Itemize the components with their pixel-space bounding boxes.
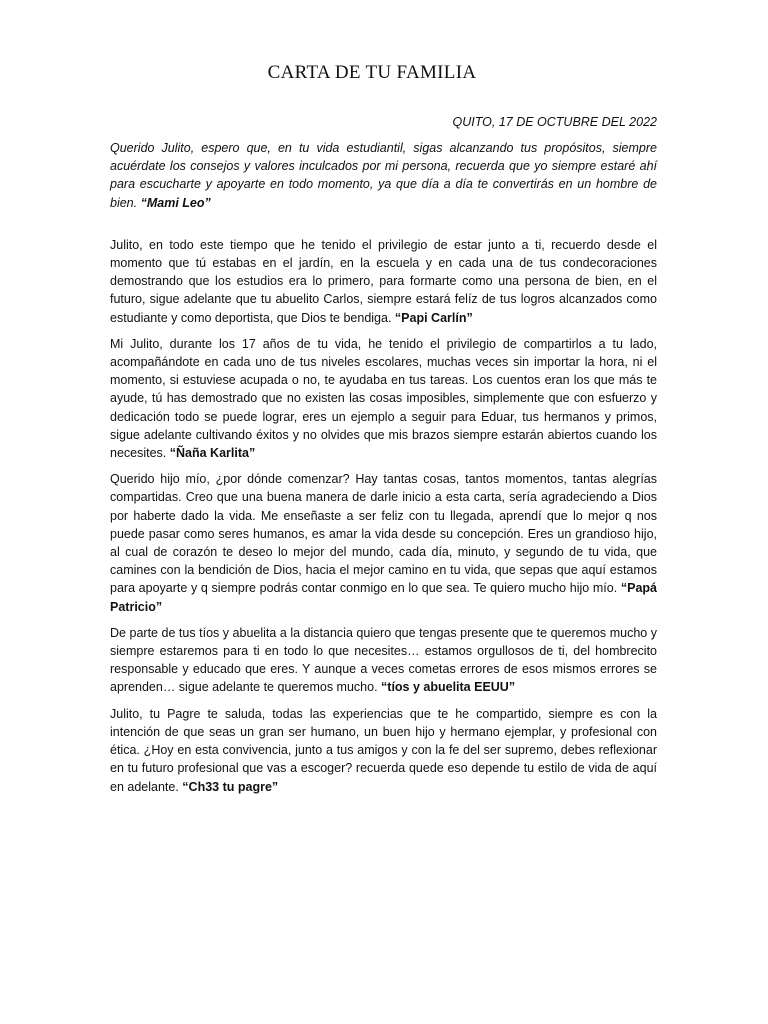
paragraph-text: Mi Julito, durante los 17 años de tu vida, he tenido el privilegio de compartirlos a tu lado, acompañándote en cada uno de tus niveles escolares, muchas veces sin importar la hora, ni el momento, si estuviese acupada o no, te ayudaba en tus tareas. Los cuentos eran los que más te ayude, tú has demostrado que no existen las cosas imposibles, simplemente que con esfuerzo y dedicación todo se puede lograr, eres un ejemplo a seguir para Eduar, tus hermanos y primos, sigue adelante cultivando éxitos y no olvides que mis brazos siempre estarán abiertos cuando los necesites. — [110, 336, 657, 461]
paragraph-text: Querido Julito, espero que, en tu vida estudiantil, sigas alcanzando tus propósitos, siempre acuérdate los consejos y valores inculcados por mi persona, recuerda que yo siempre estaré ahí para escucharte y apoyarte en todo momento, ya que día a día te convertirás en un hombre de bien. — [110, 141, 657, 210]
paragraph-signature: “tíos y abuelita EEUU” — [381, 680, 516, 695]
paragraph-signature: “Papá Patricio” — [110, 581, 657, 614]
letter-paragraph — [110, 705, 657, 796]
letter-paragraph — [110, 139, 657, 212]
paragraph-text: De parte de tus tíos y abuelita a la distancia quiero que tengas presente que te queremos mucho y siempre estaremos para ti en todo lo que necesites… estamos orgullosos de ti, del hombrecito responsable y educado que eres. Y aunque a veces cometas errores de esos mismos errores se aprenden… sigue adelante te queremos mucho. — [110, 625, 657, 695]
letter-paragraph — [110, 470, 657, 616]
paragraph-text: Querido hijo mío, ¿por dónde comenzar? Hay tantas cosas, tantos momentos, tantas alegrías compartidas. Creo que una buena manera de darle inicio a esta carta, sería agradeciendo a Dios por haberte dado la vida. Me enseñaste a ser feliz con tu llegada, aprendí que lo mejor q nos puede pasar como seres humanos, es amar la vida desde su concepción. Eres un grandioso hijo, al cual de corazón te deseo lo mejor del mundo, cada día, minuto, y segundo de tu vida, que camines con la bendición de Dios, hacia el mejor camino en tu vida, que sepas que aquí estamos para apoyarte y q siempre podrás contar conmigo en lo que sea. Te quiero mucho hijo mío. — [110, 472, 657, 596]
letter-body — [110, 139, 657, 804]
letter-date: QUITO, 17 DE OCTUBRE DEL 2022 — [452, 115, 657, 129]
letter-paragraph — [110, 236, 657, 327]
paragraph-signature: “Mami Leo” — [140, 195, 211, 210]
paragraph-text: Julito, tu Pagre te saluda, todas las experiencias que te he compartido, siempre es con la intención de que seas un gran ser humano, un buen hijo y hermano ejemplar, y profesional con ética. ¿Hoy en esta convivencia, junto a tus amigos y con la fe del ser supremo, debes reflexionar en tu futuro profesional que vas a escoger? recuerda quede eso depende tu estilo de vida de aquí en adelante. — [110, 706, 657, 794]
paragraph-signature: “Papi Carlín” — [394, 310, 473, 325]
paragraph-signature: “Ch33 tu pagre” — [182, 779, 279, 794]
letter-title: CARTA DE TU FAMILIA — [267, 62, 477, 83]
letter-paragraph — [110, 335, 657, 462]
letter-paragraph — [110, 624, 657, 697]
paragraph-signature: “Ñaña Karlita” — [169, 446, 256, 461]
paragraph-text: Julito, en todo este tiempo que he tenido el privilegio de estar junto a ti, recuerdo desde el momento que tú estabas en el jardín, en la escuela y en cada una de tus condecoraciones demostrando que los estudios era lo primero, para formarte como una persona de bien, en el futuro, sigue adelante que tu abuelito Carlos, siempre estará felíz de tus logros alcanzados como estudiante y como deportista, que Dios te bendiga. — [110, 237, 657, 325]
